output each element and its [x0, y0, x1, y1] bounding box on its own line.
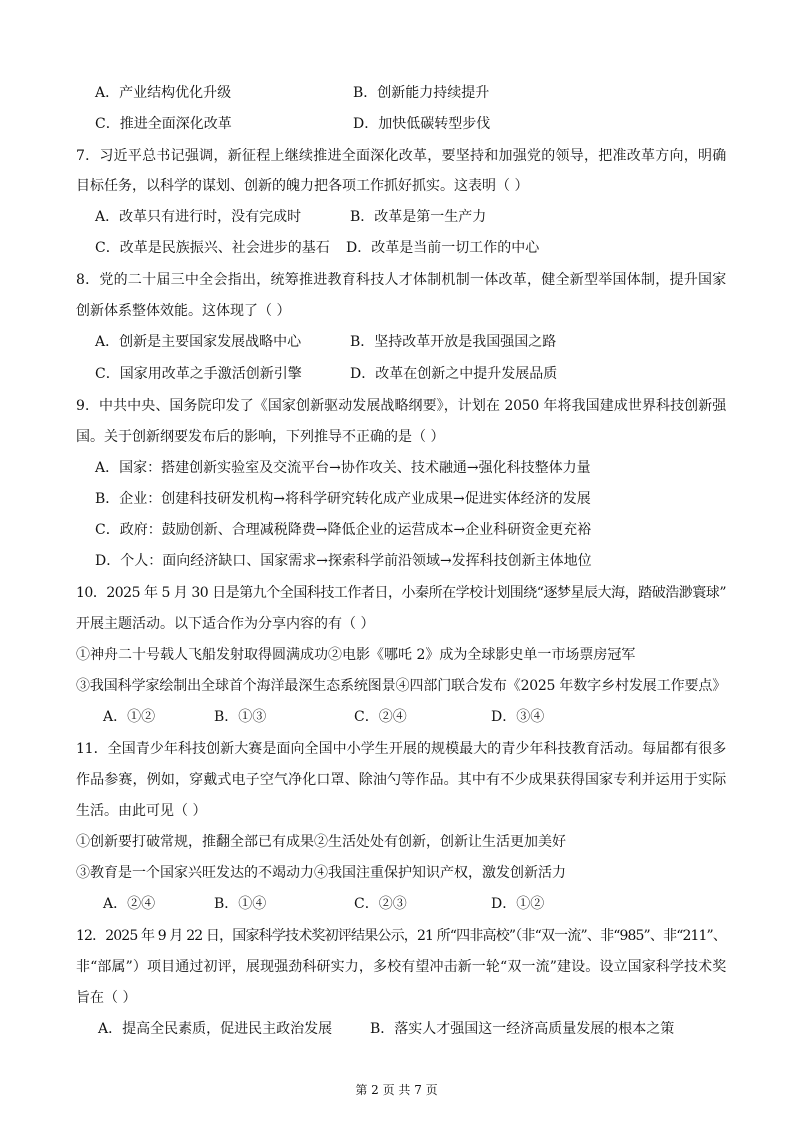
- option-d: D．改革是当前一切工作的中心: [346, 240, 540, 256]
- question-stem-line: 国。关于创新纲要发布后的影响，下列推导不正确的是（ ）: [76, 429, 445, 445]
- option-c: C．政府：鼓励创新、合理减税降费→降低企业的运营成本→企业科研资金更充裕: [95, 522, 592, 538]
- question-stem-line: 10．2025 年 5 月 30 日是第九个全国科技工作者日，小秦所在学校计划围绕“逐梦星辰大海，踏破浩渺寰球”: [76, 585, 726, 601]
- option-a: A．①②: [103, 709, 156, 725]
- option-d: D．个人：面向经济缺口、国家需求→探索科学前沿领域→发挥科技创新主体地位: [95, 553, 592, 569]
- page-footer: 第 2 页 共 7 页: [355, 1083, 438, 1097]
- option-a: A．创新是主要国家发展战略中心: [95, 334, 302, 350]
- option-d: D．改革在创新之中提升发展品质: [350, 366, 558, 382]
- statement-line: ③教育是一个国家兴旺发达的不竭动力④我国注重保护知识产权，激发创新活力: [76, 865, 566, 881]
- option-c: C．改革是民族振兴、社会进步的基石: [95, 240, 330, 256]
- option-a: A．提高全民素质，促进民主政治发展: [98, 1021, 333, 1037]
- option-b: B．改革是第一生产力: [350, 209, 487, 225]
- question-stem-line: 开展主题活动。以下适合作为分享内容的有（ ）: [76, 616, 375, 632]
- statement-line: ①创新要打破常规，推翻全部已有成果②生活处处有创新，创新让生活更加美好: [76, 834, 566, 850]
- option-d: D．加快低碳转型步伐: [353, 116, 491, 132]
- question-stem-line: 8．党的二十届三中全会指出，统筹推进教育科技人才体制机制一体改革，健全新型举国体制，提升国家: [76, 272, 726, 288]
- option-c: C．推进全面深化改革: [95, 116, 232, 132]
- option-b: B．①④: [214, 896, 267, 912]
- question-stem-line: 生活。由此可见（ ）: [76, 803, 207, 819]
- option-c: C．②④: [354, 709, 407, 725]
- question-stem-line: 12．2025 年 9 月 22 日，国家科学技术奖初评结果公示，21 所“四非高校”（非“双一流”、非“985”、非“211”、: [76, 928, 726, 944]
- question-stem-line: 7．习近平总书记强调，新征程上继续推进全面深化改革，要坚持和加强党的领导，把准改革方向，明确: [76, 148, 726, 164]
- question-stem-line: 作品参赛，例如，穿戴式电子空气净化口罩、除油勺等作品。其中有不少成果获得国家专利并运用于实际: [76, 772, 726, 788]
- option-d: D．③④: [491, 709, 545, 725]
- option-a: A．改革只有进行时，没有完成时: [95, 209, 302, 225]
- option-c: C．②③: [354, 896, 407, 912]
- statement-line: ③我国科学家绘制出全球首个海洋最深生态系统图景④四部门联合发布《2025 年数字乡村发展工作要点》: [76, 678, 726, 694]
- question-stem-line: 11．全国青少年科技创新大赛是面向全国中小学生开展的规模最大的青少年科技教育活动。每届都有很多: [76, 741, 726, 757]
- question-stem-line: 9．中共中央、国务院印发了《国家创新驱动发展战略纲要》，计划在 2050 年将我国建成世界科技创新强: [76, 398, 726, 414]
- question-stem-line: 非“部属”）项目通过初评，展现强劲科研实力，多校有望冲击新一轮“双一流”建设。设立国家科学技术奖: [76, 959, 726, 975]
- option-a: A．②④: [103, 896, 156, 912]
- question-stem-line: 目标任务，以科学的谋划、创新的魄力把各项工作抓好抓实。这表明（ ）: [76, 178, 529, 194]
- option-a: A．产业结构优化升级: [95, 85, 232, 101]
- question-stem-line: 创新体系整体效能。这体现了（ ）: [76, 303, 291, 319]
- option-a: A．国家：搭建创新实验室及交流平台→协作攻关、技术融通→强化科技整体力量: [95, 460, 591, 476]
- option-b: B．创新能力持续提升: [353, 85, 490, 101]
- option-b: B．落实人才强国这一经济高质量发展的根本之策: [370, 1021, 675, 1037]
- option-b: B．企业：创建科技研发机构→将科学研究转化成产业成果→促进实体经济的发展: [95, 491, 591, 507]
- option-b: B．坚持改革开放是我国强国之路: [350, 334, 557, 350]
- option-d: D．①②: [491, 896, 545, 912]
- option-c: C．国家用改革之手激活创新引擎: [95, 366, 302, 382]
- option-b: B．①③: [214, 709, 267, 725]
- statement-line: ①神舟二十号载人飞船发射取得圆满成功②电影《哪吒 2》成为全球影史单一市场票房冠军: [76, 647, 636, 663]
- question-stem-line: 旨在（ ）: [76, 990, 137, 1006]
